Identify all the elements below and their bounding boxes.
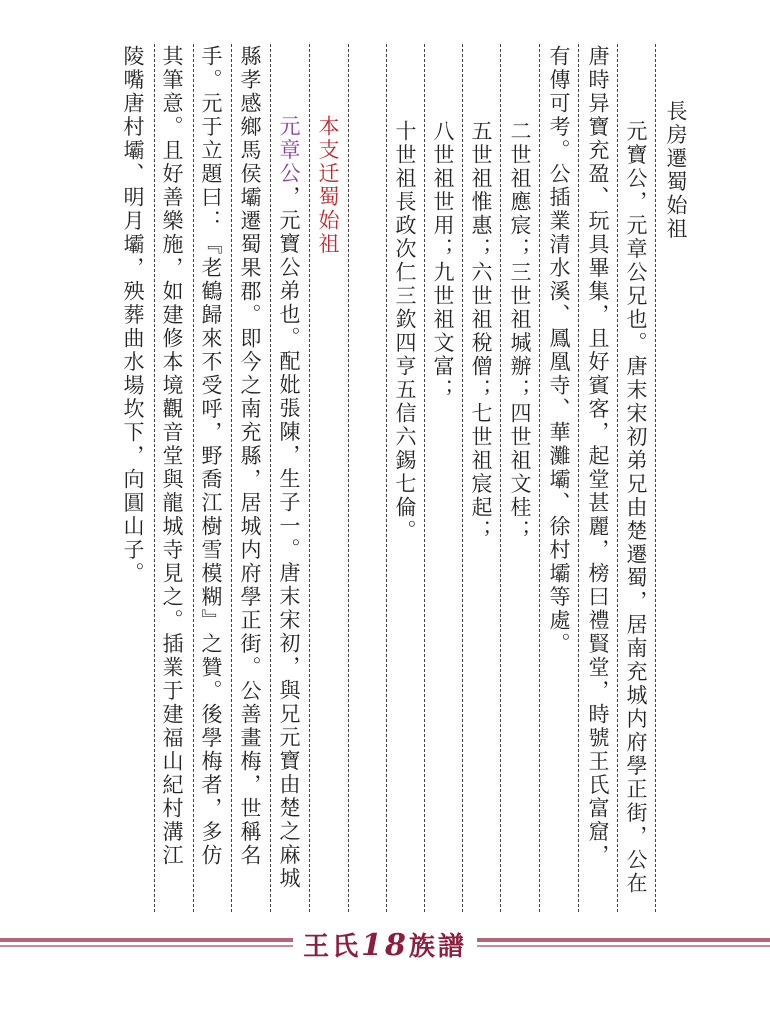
- column-divider: [154, 44, 155, 912]
- column-divider: [617, 44, 618, 912]
- col-5: 二世祖應宸；三世祖堿辦；四世祖文桂；: [508, 120, 532, 543]
- column-divider: [655, 44, 656, 912]
- column-divider: [500, 44, 501, 912]
- col-8: 十世祖長政次仁三欽四亨五信六錫七倫。: [393, 120, 417, 543]
- column-divider: [539, 44, 540, 912]
- column-divider: [424, 44, 425, 912]
- col-10: [274, 115, 304, 891]
- column-divider: [309, 44, 310, 912]
- footer-title: [0, 930, 770, 963]
- column-divider: [348, 44, 349, 912]
- text-run: 元章公: [277, 115, 301, 186]
- col-6: 五世祖惟惠；六世祖稅僧；七世祖宸起；: [469, 120, 493, 543]
- column-divider: [578, 44, 579, 912]
- column-divider: [386, 44, 387, 912]
- text-run: ，元寶公弟也。配妣張陳，生子一。唐末宋初，與兄元寶由楚之麻城: [277, 185, 301, 891]
- col-13: 其筆意。且好善樂施，如建修本境觀音堂與龍城寺見之。插業于建福山紀村溝江: [160, 45, 184, 868]
- column-divider: [270, 44, 271, 912]
- col-heading-2: 本支迁蜀始祖: [316, 115, 340, 256]
- col-7: 八世祖世用；九世祖文富；: [431, 120, 455, 402]
- col-4: 有傳可考。公插業清水溪、鳳凰寺、華灘壩、徐村壩等處。: [547, 45, 571, 656]
- page-number: 18: [361, 928, 409, 963]
- column-divider: [462, 44, 463, 912]
- col-heading: 長房遷蜀始祖: [664, 100, 688, 241]
- footer-prefix: 王氏: [303, 932, 362, 962]
- column-divider: [231, 44, 232, 912]
- col-2: 元寶公，元章公兄也。唐末宋初弟兄由楚遷蜀，居南充城内府學正街，公在: [624, 120, 648, 896]
- col-14: 陵嘴唐村壩、明月壩，殃葬曲水場坎下，向圓山子。: [121, 45, 145, 586]
- col-11: 縣孝感鄉馬侯壩遷蜀果郡。即今之南充縣，居城内府學正街。公善畫梅，世稱名: [238, 45, 262, 868]
- col-3: 唐時异寶充盈、玩具畢集，且好賓客，起堂甚麗，榜曰禮賢堂，時號王氏富窟，: [586, 45, 610, 868]
- column-divider: [193, 44, 194, 912]
- col-12: 手。元于立題曰：『老鶴歸來不受呼，野喬江樹雪模糊』之贊。後學梅者，多仿: [199, 45, 223, 868]
- footer-suffix: 族譜: [408, 932, 467, 962]
